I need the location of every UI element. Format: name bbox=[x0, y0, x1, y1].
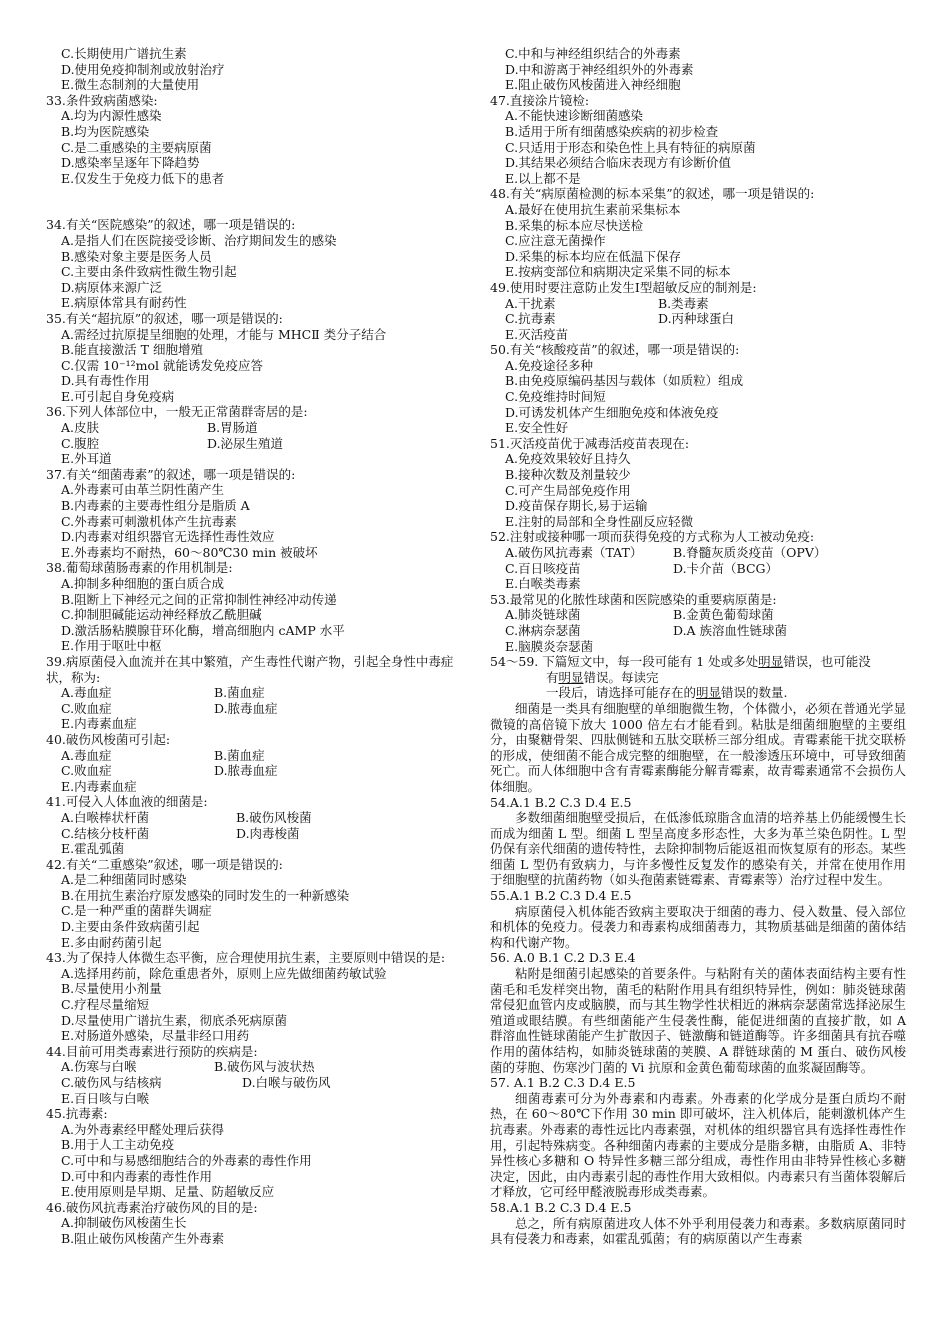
option: E.微生态制剂的大量使用 bbox=[61, 77, 200, 93]
option-row bbox=[46, 420, 470, 436]
instructions bbox=[490, 670, 906, 686]
option: A.皮肤 bbox=[61, 420, 100, 436]
instructions-underline: 明显 bbox=[696, 685, 722, 701]
option: A.是二种细菌同时感染 bbox=[61, 872, 187, 888]
question-38: 38.葡萄球菌肠毒素的作用机制是: bbox=[46, 560, 233, 576]
option: A.为外毒素经甲醛处理后获得 bbox=[61, 1121, 225, 1137]
option: D.可中和内毒素的毒性作用 bbox=[61, 1168, 213, 1184]
instructions-text: 错误，也可能没 bbox=[783, 654, 871, 670]
option: A.破伤风抗毒素（TAT） bbox=[505, 545, 643, 560]
option: B.适用于所有细菌感染疾病的初步检查 bbox=[505, 123, 719, 139]
question-51: 51.灭活疫苗优于减毒活疫苗表现在: bbox=[490, 435, 690, 451]
option: D.中和游离于神经组织外的外毒素 bbox=[505, 61, 694, 77]
option-row bbox=[46, 810, 470, 826]
option: A.抑制多种细胞的蛋白质合成 bbox=[61, 576, 225, 591]
option: C.抗毒素 bbox=[505, 311, 556, 327]
option: B.菌血症 bbox=[214, 685, 265, 701]
option: B.胃肠道 bbox=[207, 420, 258, 436]
option: D.具有毒性作用 bbox=[61, 373, 150, 389]
option: A.抑制破伤风梭菌生长 bbox=[61, 1215, 187, 1231]
option: C.应注意无菌操作 bbox=[505, 233, 606, 249]
option: D.使用免疫抑制剂或放射治疗 bbox=[61, 61, 225, 77]
passage-paragraph: 细菌是一类具有细胞壁的单细胞微生物，个体微小，必须在普通光学显微镜的高倍镜下放大 1000 倍左右才能看到。粘肽是细菌细胞壁的主要组分，由聚糖骨架、四肽侧链和五肽交联桥三部分组成。青霉素能干扰交联桥的形成，使细菌不能合成完整的细胞壁，在一般渗透压环境中，可导致细菌死亡。而人体细胞中含有青霉素酶能分解青霉素，故青霉素通常不会损伤人体细胞。 bbox=[490, 700, 906, 794]
instructions-text: 错误的数量. bbox=[721, 685, 788, 701]
instructions-underline: 明显 bbox=[558, 669, 584, 685]
question-52: 52.注射或接种哪一项而获得免疫的方式称为人工被动免疫: bbox=[490, 529, 815, 545]
option: A.白喉棒状杆菌 bbox=[61, 809, 150, 825]
left-column bbox=[46, 46, 470, 1247]
question-41: 41.可侵入人体血液的细菌是: bbox=[46, 794, 208, 810]
question-50: 50.有关“核酸疫苗”的叙述，哪一项是错误的: bbox=[490, 342, 740, 358]
option-row bbox=[490, 623, 906, 639]
option: D.病原体来源广泛 bbox=[61, 279, 163, 295]
option: C.仅需 10⁻¹²mol 就能诱发免疫应答 bbox=[61, 357, 263, 373]
option: C.可产生局部免疫作用 bbox=[505, 482, 631, 498]
option: C.是一种严重的菌群失调症 bbox=[61, 903, 212, 919]
passage-paragraph: 粘附是细菌引起感染的首要条件。与粘附有关的菌体表面结构主要有性菌毛和毛发样突出物，菌毛的粘附作用具有组织特异性，例如：肺炎链球菌常侵犯血管内皮或脑膜，而与其生物学性状相近的淋病奈瑟菌常选择泌尿生殖道或眼结膜。有些细菌能产生侵袭性酶，能促进细菌的直接扩散，如 A 群溶血性链球菌能产生扩散因子、链激酶和链道酶等。许多细菌具有抗吞噬作用的菌体结构，如肺炎链球菌的荚膜、A 群链球菌的 M 蛋白、破伤风梭菌的芽胞、伤寒沙门菌的 Vi 抗原和金黄色葡萄球菌的血浆凝固酶等。 bbox=[490, 966, 906, 1075]
option: B.在用抗生素治疗原发感染的同时发生的一种新感染 bbox=[61, 887, 350, 903]
option: D.肉毒梭菌 bbox=[236, 825, 300, 841]
instructions-text: 错误。每读完 bbox=[583, 669, 659, 685]
option: E.使用原则是早期、足量、防超敏反应 bbox=[61, 1184, 275, 1200]
passage-paragraph: 病原菌侵入机体能否致病主要取决于细菌的毒力、侵入数量、侵入部位和机体的免疫力。侵袭力和毒素构成细菌毒力，其物质基础是细菌的菌体结构和代谢产物。 bbox=[490, 903, 906, 950]
option: B.破伤风与波状热 bbox=[214, 1059, 315, 1075]
option: A.肺炎链球菌 bbox=[505, 607, 581, 623]
question-53: 53.最常见的化脓性球菌和医院感染的重要病原菌是: bbox=[490, 591, 777, 607]
option: B.脊髓灰质炎疫苗（OPV） bbox=[673, 545, 827, 560]
option: C.淋病奈瑟菌 bbox=[505, 622, 581, 638]
answer-choices: 57. A.1 B.2 C.3 D.4 E.5 bbox=[490, 1075, 636, 1091]
option: E.对肠道外感染，尽量非经口用药 bbox=[61, 1028, 250, 1044]
option: D.脓毒血症 bbox=[214, 763, 278, 779]
option: D.感染率呈逐年下降趋势 bbox=[61, 155, 200, 171]
option: A.伤寒与白喉 bbox=[61, 1059, 137, 1075]
option: D.可诱发机体产生细胞免疫和体液免疫 bbox=[505, 404, 719, 420]
option-row bbox=[46, 748, 470, 764]
option: B.接种次数及剂量较少 bbox=[505, 467, 631, 483]
option-row bbox=[490, 545, 906, 561]
option: D.卡介苗（BCG） bbox=[673, 560, 779, 576]
answer-choices: 58.A.1 B.2 C.3 D.4 E.5 bbox=[490, 1199, 632, 1215]
option: B.破伤风梭菌 bbox=[236, 809, 312, 825]
instructions bbox=[490, 685, 906, 701]
option: D.主要由条件致病菌引起 bbox=[61, 919, 200, 935]
question-45: 45.抗毒素: bbox=[46, 1106, 108, 1122]
option: B.类毒素 bbox=[658, 295, 709, 311]
option: D.丙种球蛋白 bbox=[658, 311, 735, 327]
question-43: 43.为了保持人体微生态平衡，应合理使用抗生素，主要原则中错误的是: bbox=[46, 950, 446, 966]
option: B.采集的标本应尽快送检 bbox=[505, 217, 644, 233]
option: A.需经过抗原提呈细胞的处理，才能与 MHCⅡ 类分子结合 bbox=[61, 326, 387, 342]
option: E.安全性好 bbox=[505, 420, 569, 436]
instructions-text: 54～59. 下篇短文中，每一段可能有 1 处或多处 bbox=[490, 654, 759, 670]
option: D.采集的标本均应在低温下保存 bbox=[505, 248, 682, 264]
question-36: 36.下列人体部位中，一般无正常菌群寄居的是: bbox=[46, 404, 308, 420]
option: E.灭活疫苗 bbox=[505, 326, 569, 342]
question-49: 49.使用时要注意防止发生Ⅰ型超敏反应的制剂是: bbox=[490, 279, 757, 295]
option: E.以上都不是 bbox=[505, 170, 581, 186]
option: A.免疫途径多种 bbox=[505, 357, 594, 373]
option: B.由免疫原编码基因与载体（如质粒）组成 bbox=[505, 373, 744, 389]
option: A.不能快速诊断细菌感染 bbox=[505, 108, 644, 124]
option: E.内毒素血症 bbox=[61, 778, 137, 794]
answer-choices: 55.A.1 B.2 C.3 D.4 E.5 bbox=[490, 888, 632, 904]
instructions-underline: 明显 bbox=[758, 654, 784, 670]
option: B.菌血症 bbox=[214, 747, 265, 763]
question-39: 39.病原菌侵入血流并在其中繁殖，产生毒性代谢产物，引起全身性中毒症状，称为: bbox=[46, 653, 454, 685]
option: A.干扰素 bbox=[505, 295, 556, 311]
option-row bbox=[46, 826, 470, 842]
option: E.按病变部位和病期决定采集不同的标本 bbox=[505, 264, 731, 280]
instructions bbox=[490, 654, 906, 670]
option: E.多由耐药菌引起 bbox=[61, 934, 162, 950]
option: B.金黄色葡萄球菌 bbox=[673, 607, 774, 623]
passage-paragraph: 细菌毒素可分为外毒素和内毒素。外毒素的化学成分是蛋白质均不耐热，在 60～80℃下作用 30 min 即可破坏，注入机体后，能刺激机体产生抗毒素。外毒素的毒性远比内毒素强，对机体的组织器官具有选择性毒性作用，引起特殊病变。各种细菌内毒素的主要成分是脂多糖，由脂质 A、非特异性核心多糖和 O 特异性多糖三部分组成，毒性作用由非特异性核心多糖决定，因此，由内毒素引起的毒性作用大致相似。内毒素只有当菌体裂解后才释放，它可经甲醛液脱毒形成类毒素。 bbox=[490, 1090, 906, 1200]
option: D.其结果必须结合临床表现方有诊断价值 bbox=[505, 155, 732, 171]
option: B.阻止破伤风梭菌产生外毒素 bbox=[61, 1230, 225, 1246]
passage-paragraph: 总之，所有病原菌进攻人体不外乎利用侵袭力和毒素。多数病原菌同时具有侵袭力和毒素，如霍乱弧菌；有的病原菌以产生毒素 bbox=[490, 1215, 906, 1247]
option: B.能直接激活 T 细胞增殖 bbox=[61, 342, 203, 358]
option: C.主要由条件致病性微生物引起 bbox=[61, 264, 237, 280]
option: C.百日咳疫苗 bbox=[505, 560, 581, 576]
option-row bbox=[490, 607, 906, 623]
instructions-text: 有 bbox=[546, 669, 559, 685]
question-48: 48.有关“病原菌检测的标本采集”的叙述，哪一项是错误的: bbox=[490, 186, 815, 202]
option: C.免疫维持时间短 bbox=[505, 389, 606, 405]
option: C.可中和与易感细胞结合的外毒素的毒性作用 bbox=[61, 1152, 312, 1168]
option: D.疫苗保存期长,易于运输 bbox=[505, 498, 648, 514]
option: C.结核分枝杆菌 bbox=[61, 825, 150, 841]
option-row bbox=[46, 1075, 470, 1091]
question-47: 47.直接涂片镜检: bbox=[490, 92, 590, 108]
option: E.白喉类毒素 bbox=[505, 576, 581, 592]
option: A.均为内源性感染 bbox=[61, 108, 162, 124]
option: C.腹腔 bbox=[61, 435, 100, 451]
option: E.病原体常具有耐药性 bbox=[61, 295, 187, 311]
option-row bbox=[46, 1059, 470, 1075]
question-42: 42.有关“二重感染”叙述，哪一项是错误的: bbox=[46, 856, 283, 872]
option: D.内毒素对组织器官无选择性毒性效应 bbox=[61, 529, 275, 545]
option: E.百日咳与白喉 bbox=[61, 1090, 150, 1106]
option-row bbox=[46, 685, 470, 701]
question-35: 35.有关“超抗原”的叙述，哪一项是错误的: bbox=[46, 310, 283, 326]
option: C.败血症 bbox=[61, 700, 112, 716]
option: D.脓毒血症 bbox=[214, 700, 278, 716]
option: E.仅发生于免疫力低下的患者 bbox=[61, 170, 225, 186]
option: A.外毒素可由革兰阴性菌产生 bbox=[61, 482, 225, 498]
question-44: 44.目前可用类毒素进行预防的疾病是: bbox=[46, 1043, 258, 1059]
option-row bbox=[46, 763, 470, 779]
instructions-text: 一段后，请选择可能存在的 bbox=[546, 685, 697, 701]
right-column bbox=[490, 46, 906, 1247]
option: E.内毒素血症 bbox=[61, 716, 137, 732]
option: E.注射的局部和全身性副反应轻微 bbox=[505, 513, 694, 529]
option: C.败血症 bbox=[61, 763, 112, 779]
option: A.免疫效果较好且持久 bbox=[505, 451, 631, 467]
question-46: 46.破伤风抗毒素治疗破伤风的目的是: bbox=[46, 1199, 258, 1215]
question-40: 40.破伤风梭菌可引起: bbox=[46, 731, 171, 747]
option: E.外毒素均不耐热，60～80℃30 min 被破坏 bbox=[61, 544, 318, 560]
option: C.长期使用广谱抗生素 bbox=[61, 46, 187, 61]
option: B.均为医院感染 bbox=[61, 123, 150, 139]
option: A.最好在使用抗生素前采集标本 bbox=[505, 201, 681, 217]
option: C.外毒素可刺激机体产生抗毒素 bbox=[61, 513, 237, 529]
option: E.可引起自身免疫病 bbox=[61, 388, 175, 404]
option: B.阻断上下神经元之间的正常抑制性神经冲动传递 bbox=[61, 591, 337, 607]
option: E.作用于呕吐中枢 bbox=[61, 638, 162, 654]
option: A.毒血症 bbox=[61, 685, 112, 701]
option: A.选择用药前，除危重患者外，原则上应先做细菌药敏试验 bbox=[61, 965, 387, 981]
option: C.疗程尽量缩短 bbox=[61, 997, 150, 1013]
option: A.是指人们在医院接受诊断、治疗期间发生的感染 bbox=[61, 232, 337, 248]
option: D.激活肠粘膜腺苷环化酶，增高细胞内 cAMP 水平 bbox=[61, 622, 345, 638]
option: B.感染对象主要是医务人员 bbox=[61, 248, 212, 264]
question-33: 33.条件致病菌感染: bbox=[46, 92, 158, 108]
option: D.泌尿生殖道 bbox=[207, 435, 284, 451]
option: B.尽量使用小剂量 bbox=[61, 981, 162, 997]
option: B.用于人工主动免疫 bbox=[61, 1137, 175, 1153]
option: E.霍乱弧菌 bbox=[61, 841, 125, 857]
option: D.白喉与破伤风 bbox=[242, 1075, 331, 1090]
answer-choices: 54.A.1 B.2 C.3 D.4 E.5 bbox=[490, 794, 632, 810]
option: C.只适用于形态和染色性上具有特征的病原菌 bbox=[505, 139, 756, 155]
option: B.内毒素的主要毒性组分是脂质 A bbox=[61, 498, 250, 514]
option: D.A 族溶血性链球菌 bbox=[673, 622, 788, 638]
option: E.阻止破伤风梭菌进入神经细胞 bbox=[505, 77, 681, 93]
question-37: 37.有关“细菌毒素”的叙述，哪一项是错误的: bbox=[46, 466, 296, 482]
blank-gap bbox=[46, 186, 470, 217]
option: E.脑膜炎奈瑟菌 bbox=[505, 638, 594, 654]
option-row bbox=[490, 311, 906, 327]
option: C.破伤风与结核病 bbox=[61, 1075, 162, 1090]
passage-paragraph: 多数细菌细胞壁受损后，在低渗低琼脂含血清的培养基上仍能缓慢生长而成为细菌 L 型。细菌 L 型呈高度多形态性，大多为革兰染色阴性。L 型仍保有亲代细菌的遗传特性，去除抑制物后能返祖而恢复原有的形态。某些细菌 L 型仍有致病力，与许多慢性反复发作的感染有关，并常在使用作用于细胞壁的抗菌药物（如头孢菌素链霉素、青霉素等）治疗过程中发生。 bbox=[490, 810, 906, 888]
option-row bbox=[490, 561, 906, 577]
option-row bbox=[46, 701, 470, 717]
option: C.是二重感染的主要病原菌 bbox=[61, 139, 212, 155]
option: D.尽量使用广谱抗生素，彻底杀死病原菌 bbox=[61, 1012, 288, 1028]
option: A.毒血症 bbox=[61, 747, 112, 763]
option: E.外耳道 bbox=[61, 451, 112, 467]
option: C.抑制胆碱能运动神经释放乙酰胆碱 bbox=[61, 607, 262, 623]
question-34: 34.有关“医院感染”的叙述，哪一项是错误的: bbox=[46, 217, 296, 233]
option-row bbox=[490, 296, 906, 312]
answer-choices: 56. A.0 B.1 C.2 D.3 E.4 bbox=[490, 950, 636, 966]
option-row bbox=[46, 436, 470, 452]
option: C.中和与神经组织结合的外毒素 bbox=[505, 46, 681, 61]
